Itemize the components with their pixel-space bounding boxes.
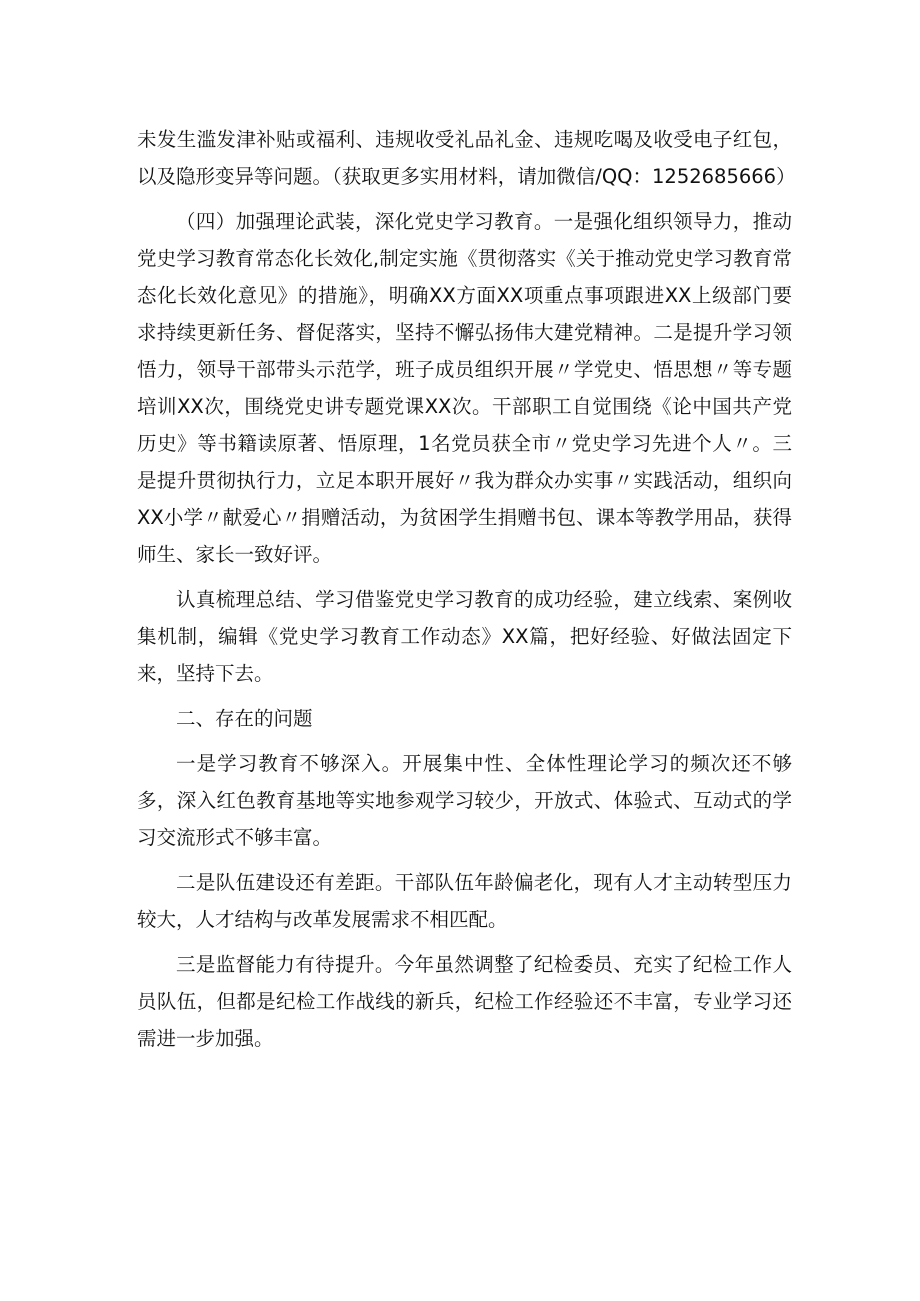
paragraph-problem-2: 二是队伍建设还有差距。干部队伍年龄偏老化，现有人才主动转型压力较大，人才结构与改革发展需求不相匹配。 <box>137 871 792 931</box>
paragraph-continuation: 未发生滥发津补贴或福利、违规收受礼品礼金、违规吃喝及收受电子红包，以及隐形变异等问题。（获取更多实用材料，请加微信/QQ：1252685666） <box>137 128 796 188</box>
document-body <box>137 121 796 1065</box>
paragraph-theory-study: （四）加强理论武装，深化党史学习教育。一是强化组织领导力，推动党史学习教育常态化长效化,制定实施《贯彻落实《关于推动党史学习教育常态化长效化意见》的措施》，明确XX方面XX项重点事项跟进XX上级部门要求持续更新任务、督促落实，坚持不懈弘扬伟大建党精神。二是提升学习领悟力，领导干部带头示范学，班子成员组织开展〃学党史、悟思想〃等专题培训XX次，围绕党史讲专题党课XX次。干部职工自觉围绕《论中国共产党历史》等书籍读原著、悟原理，1名党员获全市〃党史学习先进个人〃。三是提升贯彻执行力，立足本职开展好〃我为群众办实事〃实践活动，组织向XX小学〃献爱心〃捐赠活动，为贫困学生捐赠书包、课本等教学用品，获得师生、家长一致好评。 <box>137 210 792 566</box>
paragraph-problem-3: 三是监督能力有待提升。今年虽然调整了纪检委员、充实了纪检工作人员队伍，但都是纪检工作战线的新兵，纪检工作经验还不丰富，专业学习还需进一步加强。 <box>137 953 792 1050</box>
section-heading-problems: 二、存在的问题 <box>176 707 313 730</box>
paragraph-problem-1: 一是学习教育不够深入。开展集中性、全体性理论学习的频次还不够多，深入红色教育基地等实地参观学习较少，开放式、体验式、互动式的学习交流形式不够丰富。 <box>137 752 792 849</box>
paragraph-experience-summary: 认真梳理总结、学习借鉴党史学习教育的成功经验，建立线索、案例收集机制，编辑《党史学习教育工作动态》XX篇，把好经验、好做法固定下来，坚持下去。 <box>137 588 792 685</box>
